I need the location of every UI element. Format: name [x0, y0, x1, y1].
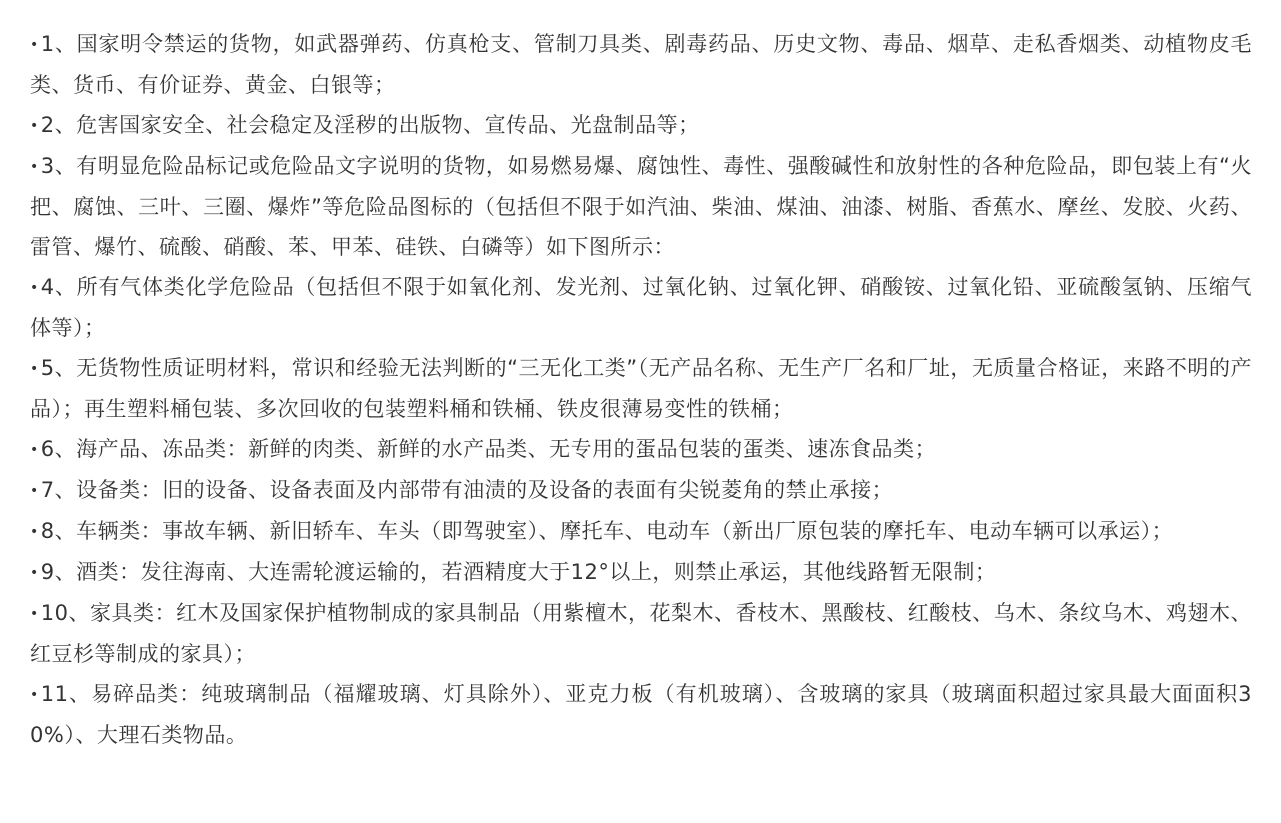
list-item-text: 8、车辆类：事故车辆、新旧轿车、车头（即驾驶室）、摩托车、电动车（新出厂原包装的摩托车、电动车辆可以承运）； — [40, 519, 1174, 543]
bullet-icon: • — [30, 565, 39, 581]
list-item — [30, 593, 1252, 674]
list-item — [30, 511, 1252, 552]
bullet-icon: • — [30, 159, 39, 175]
list-item-text: 11、易碎品类：纯玻璃制品（福耀玻璃、灯具除外）、亚克力板（有机玻璃）、含玻璃的家具（玻璃面积超过家具最大面面积30%）、大理石类物品。 — [30, 682, 1252, 747]
list-item-text: 7、设备类：旧的设备、设备表面及内部带有油渍的及设备的表面有尖锐菱角的禁止承接； — [40, 478, 894, 502]
list-item — [30, 24, 1252, 105]
list-item — [30, 146, 1252, 267]
list-item-text: 2、危害国家安全、社会稳定及淫秽的出版物、宣传品、光盘制品等； — [40, 113, 700, 137]
list-item-text: 5、无货物性质证明材料，常识和经验无法判断的“三无化工类”（无产品名称、无生产厂名和厂址，无质量合格证，来路不明的产品）；再生塑料桶包装、多次回收的包装塑料桶和铁桶、铁皮很薄易变性的铁桶； — [30, 356, 1252, 421]
list-item — [30, 552, 1252, 593]
list-item-text: 3、有明显危险品标记或危险品文字说明的货物，如易燃易爆、腐蚀性、毒性、强酸碱性和放射性的各种危险品，即包装上有“火把、腐蚀、三叶、三圈、爆炸”等危险品图标的（包括但不限于如汽油、柴油、煤油、油漆、树脂、香蕉水、摩丝、发胶、火药、雷管、爆竹、硫酸、硝酸、苯、甲苯、硅铁、白磷等）如下图所示： — [30, 154, 1252, 259]
list-item — [30, 105, 1252, 146]
list-item — [30, 429, 1252, 470]
bullet-icon: • — [30, 687, 39, 703]
bullet-icon: • — [30, 442, 39, 458]
list-item — [30, 267, 1252, 348]
list-item — [30, 674, 1252, 755]
list-item — [30, 348, 1252, 429]
prohibited-items-list — [30, 24, 1252, 755]
bullet-icon: • — [30, 118, 39, 134]
bullet-icon: • — [30, 361, 39, 377]
bullet-icon: • — [30, 483, 39, 499]
bullet-icon: • — [30, 606, 39, 622]
list-item-text: 10、家具类：红木及国家保护植物制成的家具制品（用紫檀木，花梨木、香枝木、黑酸枝、红酸枝、乌木、条纹乌木、鸡翅木、红豆杉等制成的家具）； — [30, 601, 1252, 666]
list-item — [30, 470, 1252, 511]
document-body — [30, 24, 1252, 755]
bullet-icon: • — [30, 280, 39, 296]
list-item-text: 9、酒类：发往海南、大连需轮渡运输的，若酒精度大于12°以上，则禁止承运，其他线路暂无限制； — [40, 560, 997, 584]
list-item-text: 4、所有气体类化学危险品（包括但不限于如氧化剂、发光剂、过氧化钠、过氧化钾、硝酸铵、过氧化铅、亚硫酸氢钠、压缩气体等）； — [30, 275, 1252, 340]
bullet-icon: • — [30, 524, 39, 540]
list-item-text: 1、国家明令禁运的货物，如武器弹药、仿真枪支、管制刀具类、剧毒药品、历史文物、毒品、烟草、走私香烟类、动植物皮毛类、货币、有价证券、黄金、白银等； — [30, 32, 1252, 97]
list-item-text: 6、海产品、冻品类：新鲜的肉类、新鲜的水产品类、无专用的蛋品包装的蛋类、速冻食品类； — [40, 437, 937, 461]
bullet-icon: • — [30, 37, 39, 53]
